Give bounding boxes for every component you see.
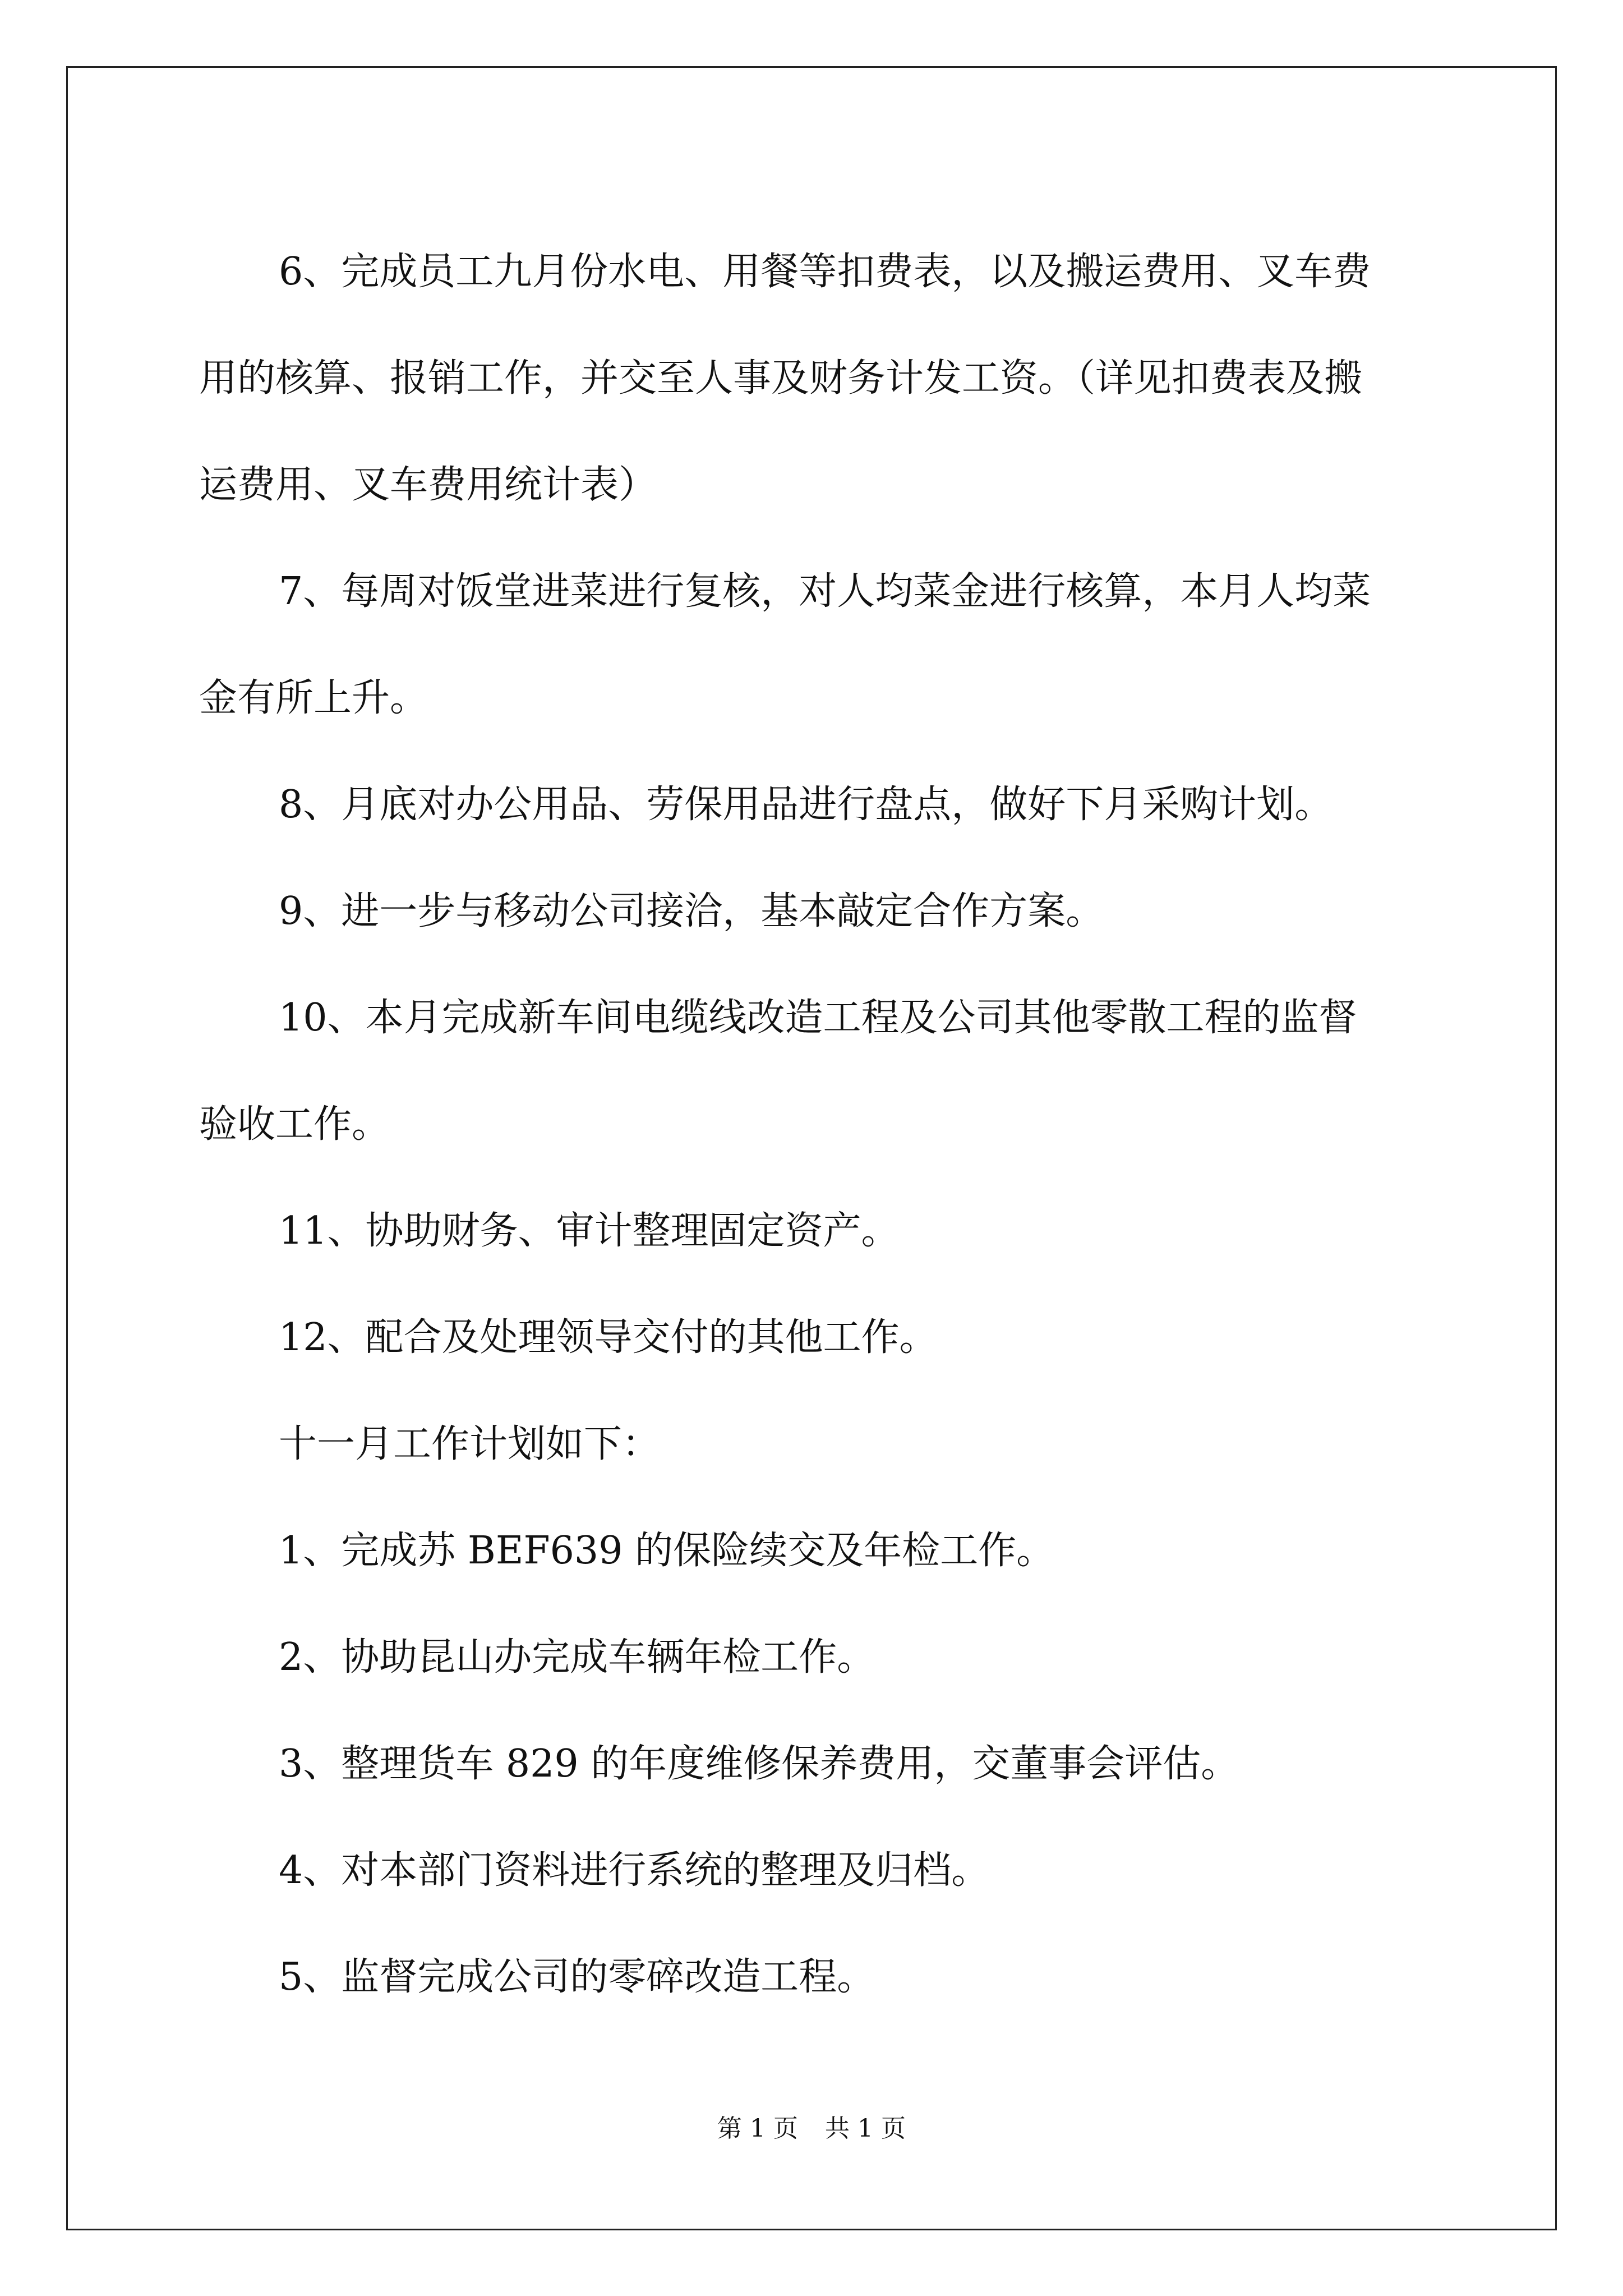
- plan-item-3: [199, 1711, 1433, 1818]
- page-footer: [0, 2112, 1623, 2146]
- plan-item-2: [199, 1604, 1433, 1711]
- line: 2、协助昆山办完成车辆年检工作。: [279, 1635, 875, 1680]
- document-body: [199, 219, 1433, 2031]
- line: 11、协助财务、审计整理固定资产。: [279, 1209, 900, 1253]
- plan-item-5: [199, 1924, 1433, 2031]
- plan-item-4: [199, 1818, 1433, 1924]
- line: 验收工作。: [199, 1102, 390, 1147]
- paragraph-item-10: [199, 965, 1433, 1178]
- line: 7、每周对饭堂进菜进行复核，对人均菜金进行核算，本月人均菜: [279, 569, 1371, 614]
- page-number-total: 共 1 页: [825, 2114, 906, 2143]
- line: 10、本月完成新车间电缆线改造工程及公司其他零散工程的监督: [279, 996, 1357, 1040]
- paragraph-item-11: [199, 1178, 1433, 1285]
- line: 12、配合及处理领导交付的其他工作。: [279, 1315, 938, 1360]
- plan-item-1: [199, 1498, 1433, 1604]
- paragraph-item-9: [199, 858, 1433, 965]
- line: 金有所上升。: [199, 676, 428, 720]
- line: 6、完成员工九月份水电、用餐等扣费表，以及搬运费用、叉车费: [279, 250, 1371, 294]
- line: 4、对本部门资料进行系统的整理及归档。: [279, 1848, 990, 1893]
- section-heading-november-plan: [199, 1391, 1433, 1498]
- paragraph-item-7: [199, 539, 1433, 752]
- paragraph-item-6: [199, 219, 1433, 539]
- paragraph-item-12: [199, 1285, 1433, 1391]
- line: 8、月底对办公用品、劳保用品进行盘点，做好下月采购计划。: [279, 783, 1333, 827]
- line: 十一月工作计划如下：: [279, 1422, 661, 1466]
- line: 用的核算、报销工作，并交至人事及财务计发工资。（详见扣费表及搬: [199, 356, 1363, 401]
- line: 1、完成苏 BEF639 的保险续交及年检工作。: [279, 1529, 1055, 1573]
- line: 运费用、叉车费用统计表）: [199, 463, 657, 507]
- line: 3、整理货车 829 的年度维修保养费用，交董事会评估。: [279, 1742, 1239, 1786]
- line: 5、监督完成公司的零碎改造工程。: [279, 1955, 875, 1999]
- paragraph-item-8: [199, 752, 1433, 858]
- line: 9、进一步与移动公司接洽，基本敲定合作方案。: [279, 889, 1104, 933]
- page-number-current: 第 1 页: [717, 2114, 798, 2143]
